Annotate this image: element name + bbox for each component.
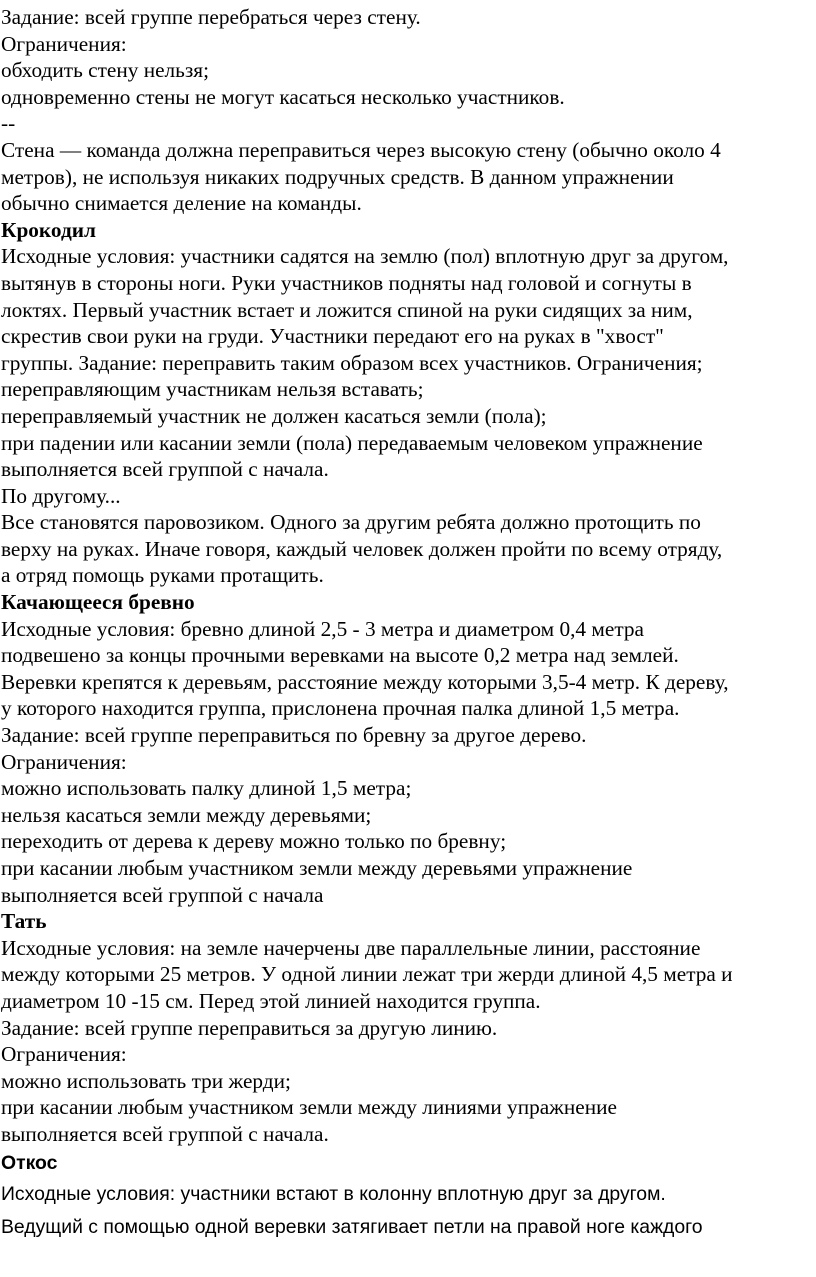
section-heading-krokodil: Крокодил (1, 217, 96, 242)
text-line: можно использовать палку длиной 1,5 метра; (1, 776, 412, 801)
text-line: при падении или касании земли (пола) передаваемым человеком упражнение (1, 430, 703, 455)
text-line: при касании любым участником земли между линиями упражнение (1, 1095, 617, 1120)
text-line: метров), не используя никаких подручных средств. В данном упражнении (1, 164, 674, 189)
text-line: Веревки крепятся к деревьям, расстояние между которыми 3,5-4 метр. К дереву, (1, 669, 729, 694)
text-line: Ограничения: (1, 31, 127, 56)
text-line: Задание: всей группе переправиться по бревну за другое дерево. (1, 723, 587, 748)
text-line: переправляемый участник не должен касаться земли (пола); (1, 403, 547, 428)
text-line: между которыми 25 метров. У одной линии лежат три жерди длиной 4,5 метра и (1, 962, 733, 987)
text-line: при касании любым участником земли между деревьями упражнение (1, 856, 633, 880)
text-line: выполняется всей группой с начала. (1, 1121, 329, 1146)
text-line: а отряд помощь руками протащить. (1, 563, 324, 588)
text-line: обходить стену нельзя; (1, 58, 210, 83)
text-line: переправляющим участникам нельзя вставать; (1, 377, 424, 402)
text-line: Ограничения: (1, 1042, 127, 1067)
text-line: можно использовать три жерди; (1, 1068, 291, 1093)
text-line: верху на руках. Иначе говоря, каждый человек должен пройти по всему отряду, (1, 536, 723, 561)
text-line: у которого находится группа, прислонена прочная палка длиной 1,5 метра. (1, 696, 680, 721)
text-line: переходить от дерева к дереву можно только по бревну; (1, 829, 507, 854)
text-line: скрестив свои руки на груди. Участники передают его на руках в "хвост" (1, 324, 664, 349)
text-line: локтях. Первый участник встает и ложится спиной на руки сидящих за ним, (1, 297, 693, 322)
text-line: одновременно стены не могут касаться несколько участников. (1, 84, 565, 109)
text-line: -- (1, 111, 16, 136)
text-line: нельзя касаться земли между деревьями; (1, 802, 372, 827)
text-line: выполняется всей группой с начала. (1, 457, 329, 482)
text-line: вытянув в стороны ноги. Руки участников подняты над головой и согнуты в (1, 270, 692, 295)
section-heading-kachayushcheesya-brevno: Качающееся бревно (1, 590, 195, 615)
text-line: Исходные условия: участники садятся на землю (пол) вплотную друг за другом, (1, 244, 729, 269)
text-line: Ведущий с помощью одной веревки затягивает петли на правой ноге каждого (1, 1215, 703, 1238)
section-heading-tat: Тать (1, 909, 47, 934)
text-line: Задание: всей группе переправиться за другую линию. (1, 1015, 498, 1040)
text-line: Исходные условия: бревно длиной 2,5 - 3 метра и диаметром 0,4 метра (1, 616, 644, 641)
text-line: Исходные условия: участники встают в колонну вплотную друг за другом. (1, 1182, 666, 1205)
text-line: По другому... (1, 483, 121, 508)
text-line: Исходные условия: на земле начерчены две параллельные линии, расстояние (1, 935, 701, 960)
text-line: Ограничения: (1, 749, 127, 774)
text-line: Все становятся паровозиком. Одного за другим ребята должно протощить по (1, 510, 701, 535)
text-line: Стена — команда должна переправиться через высокую стену (обычно около 4 (1, 137, 721, 162)
text-line: Задание: всей группе перебраться через стену. (1, 5, 421, 29)
text-line: выполняется всей группой с начала (1, 882, 324, 907)
text-line: группы. Задание: переправить таким образом всех участников. Ограничения; (1, 350, 703, 375)
text-line: диаметром 10 -15 см. Перед этой линией находится группа. (1, 988, 541, 1013)
text-line: обычно снимается деление на команды. (1, 191, 362, 216)
section-heading-otkos: Откос (1, 1151, 58, 1174)
text-line: подвешено за концы прочными веревками на высоте 0,2 метра над землей. (1, 643, 679, 668)
